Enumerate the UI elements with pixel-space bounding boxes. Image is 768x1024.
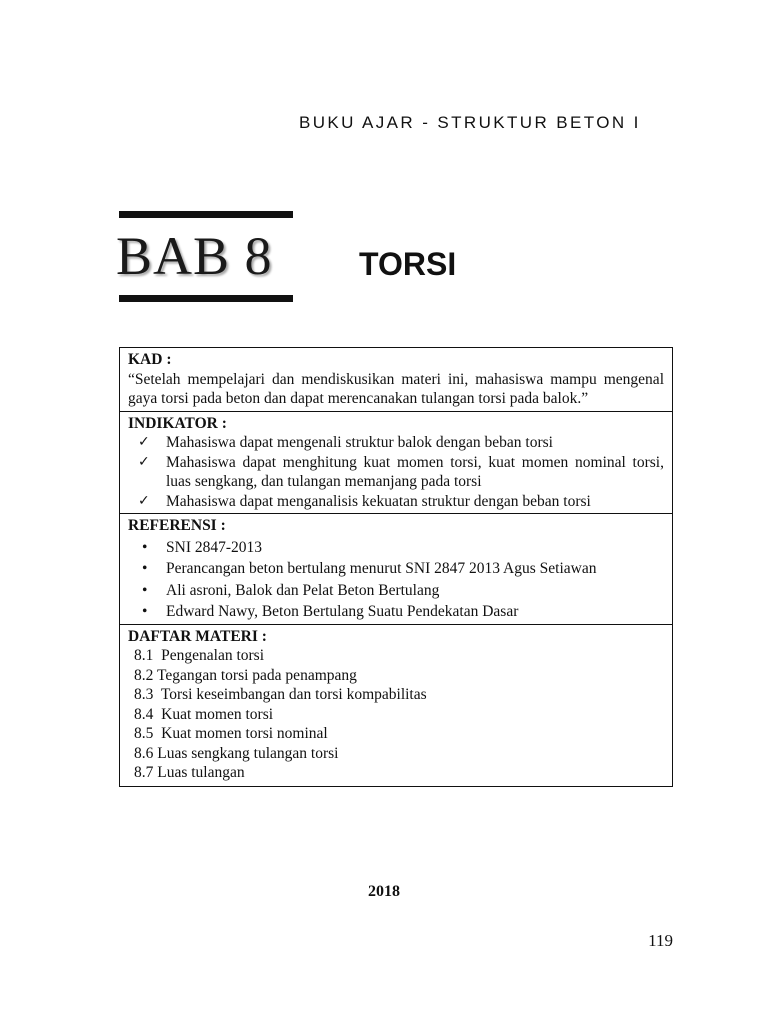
daftar-materi-section [120, 625, 672, 786]
referensi-section [120, 514, 672, 625]
bullet-icon: • [142, 538, 148, 556]
list-item [128, 433, 664, 453]
publication-year: 2018 [368, 883, 400, 900]
bullet-icon: • [142, 560, 148, 577]
daftar-materi-list [128, 646, 664, 783]
kad-text: “Setelah mempelajari dan mendiskusikan materi ini, mahasiswa mampu mengenal gaya torsi pada beton dan dapat merencanakan tulangan torsi pada balok.” [128, 370, 664, 407]
list-item-text: Perancangan beton bertulang menurut SNI 2847 2013 Agus Setiawan [166, 560, 597, 577]
check-icon: ✓ [138, 434, 150, 450]
list-item: 8.4 Kuat momen torsi [134, 705, 274, 723]
referensi-list [128, 538, 664, 622]
indikator-section [120, 412, 672, 515]
daftar-materi-heading: DAFTAR MATERI : [128, 627, 267, 645]
chapter-rule-top [119, 211, 293, 218]
book-title: BUKU AJAR - STRUKTUR BETON I [299, 113, 641, 132]
list-item [128, 538, 664, 558]
list-item-text: SNI 2847-2013 [166, 538, 263, 556]
list-item [128, 602, 664, 622]
list-item-text: Mahasiswa dapat menganalisis kekuatan struktur dengan beban torsi [166, 492, 591, 510]
chapter-label: BAB 8 [116, 226, 273, 286]
kad-section [120, 348, 672, 412]
list-item [128, 581, 664, 601]
referensi-heading: REFERENSI : [128, 517, 226, 534]
bullet-icon: • [142, 603, 148, 620]
list-item [128, 492, 664, 512]
indikator-heading: INDIKATOR : [128, 414, 227, 432]
list-item [128, 453, 664, 492]
list-item-text: Ali asroni, Balok dan Pelat Beton Bertulang [166, 581, 440, 599]
list-item-text: Edward Nawy, Beton Bertulang Suatu Pendekatan Dasar [166, 603, 519, 620]
kad-heading: KAD : [128, 351, 172, 368]
list-item-text: Mahasiswa dapat mengenali struktur balok dengan beban torsi [166, 434, 553, 451]
list-item [128, 559, 664, 579]
check-icon: ✓ [138, 453, 150, 470]
list-item-text: Mahasiswa dapat menghitung kuat momen torsi, kuat momen nominal torsi, luas sengkang, dan tulangan memanjang pada torsi [166, 453, 664, 490]
bullet-icon: • [142, 581, 148, 599]
list-item: 8.6 Luas sengkang tulangan torsi [134, 744, 339, 762]
page-number: 119 [648, 931, 673, 950]
list-item: 8.2 Tegangan torsi pada penampang [134, 666, 357, 684]
check-icon: ✓ [138, 492, 150, 509]
list-item: 8.7 Luas tulangan [134, 764, 245, 781]
indikator-list [128, 433, 664, 511]
chapter-info-table [119, 347, 673, 787]
chapter-title: TORSI [359, 246, 457, 282]
chapter-rule-bottom [119, 295, 293, 302]
list-item: 8.1 Pengenalan torsi [134, 647, 265, 664]
list-item: 8.3 Torsi keseimbangan dan torsi kompabilitas [134, 686, 427, 703]
list-item: 8.5 Kuat momen torsi nominal [134, 725, 328, 742]
